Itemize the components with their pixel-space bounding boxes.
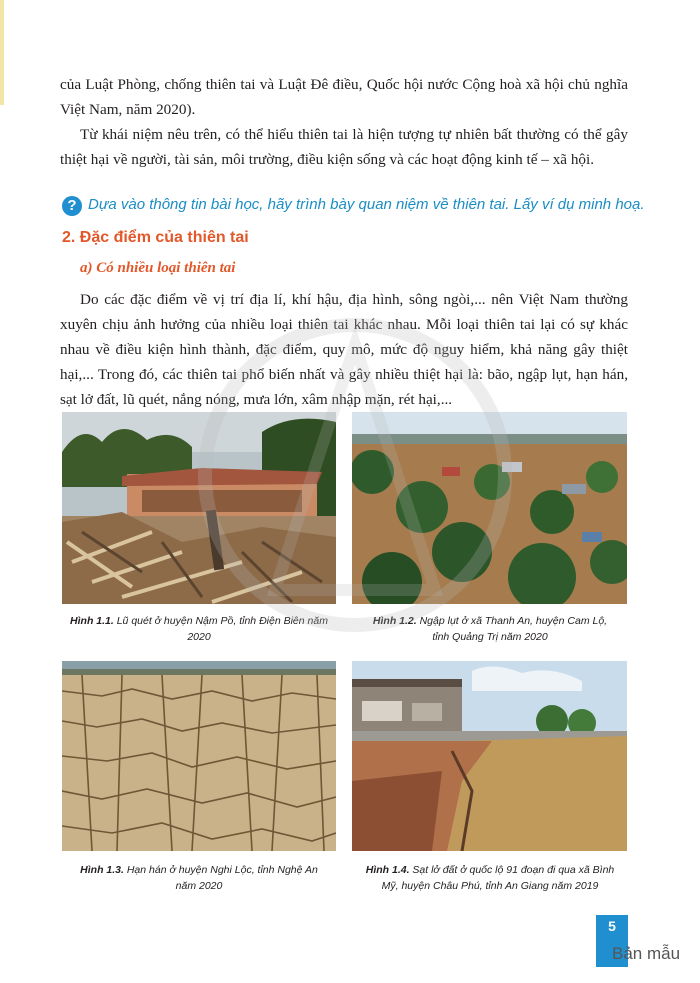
paragraph-definition: Từ khái niệm nêu trên, có thể hiểu thiên tai là hiện tượng tự nhiên bất thường có thể gây thiệt hại về người, tài sản, môi trường, điều kiện sống và các hoạt động kinh tế – xã hội. — [60, 126, 628, 168]
photo-landslide — [352, 661, 627, 851]
paragraph-disaster-types: Do các đặc điểm về vị trí địa lí, khí hậu, địa hình, sông ngòi,... nên Việt Nam thường xuyên chịu ảnh hưởng của nhiều loại thiên tai khác nhau. Mỗi loại thiên tai lại có sự khác nhau về điều kiện hình thành, đặc điểm, quy mô, mức độ nguy hiểm, khả năng gây thiệt hại,... Trong đó, các thiên tai phổ biến nhất và gây nhiều thiệt hại là: bão, ngập lụt, hạn hán, sạt lở đất, lũ quét, nắng nóng, mưa lớn, xâm nhập mặn, rét hại,... — [60, 291, 628, 408]
section-heading: 2. Đặc điểm của thiên tai — [62, 229, 249, 246]
sample-watermark: Bản mẫu — [612, 944, 681, 963]
figure-text-1: Lũ quét ở huyện Nậm Pồ, tỉnh Điện Biên năm 2020 — [116, 615, 328, 643]
question-text: Dựa vào thông tin bài học, hãy trình bày quan niệm về thiên tai. Lấy ví dụ minh hoạ. — [88, 196, 645, 213]
figure-caption-1 — [62, 613, 336, 645]
figure-caption-4 — [360, 862, 620, 894]
figure-label-4: Hình 1.4. — [365, 864, 410, 876]
subsection-heading: a) Có nhiều loại thiên tai — [80, 260, 236, 276]
question-icon: ? — [62, 196, 82, 216]
figure-label-3: Hình 1.3. — [80, 864, 124, 876]
figure-caption-2 — [370, 613, 610, 645]
photo-flash-flood — [62, 412, 336, 604]
page-number: 5 — [608, 918, 616, 934]
figure-caption-3 — [75, 862, 323, 894]
figure-text-2: Ngập lụt ở xã Thanh An, huyện Cam Lộ, tỉnh Quảng Trị năm 2020 — [419, 615, 608, 643]
figure-label-2: Hình 1.2. — [372, 615, 417, 627]
page-edge-bar — [0, 0, 4, 105]
photo-flooding — [352, 412, 627, 604]
figure-text-3: Hạn hán ở huyện Nghi Lộc, tỉnh Nghệ An năm 2020 — [126, 864, 318, 892]
question-prompt — [62, 196, 645, 218]
figure-label-1: Hình 1.1. — [70, 615, 114, 627]
figure-text-4: Sạt lở đất ở quốc lộ 91 đoạn đi qua xã Bình Mỹ, huyện Châu Phú, tỉnh An Giang năm 2019 — [381, 864, 615, 892]
photo-drought — [62, 661, 336, 851]
paragraph-intro: của Luật Phòng, chống thiên tai và Luật Đê điều, Quốc hội nước Cộng hoà xã hội chủ nghĩa Việt Nam, năm 2020). — [60, 76, 628, 118]
